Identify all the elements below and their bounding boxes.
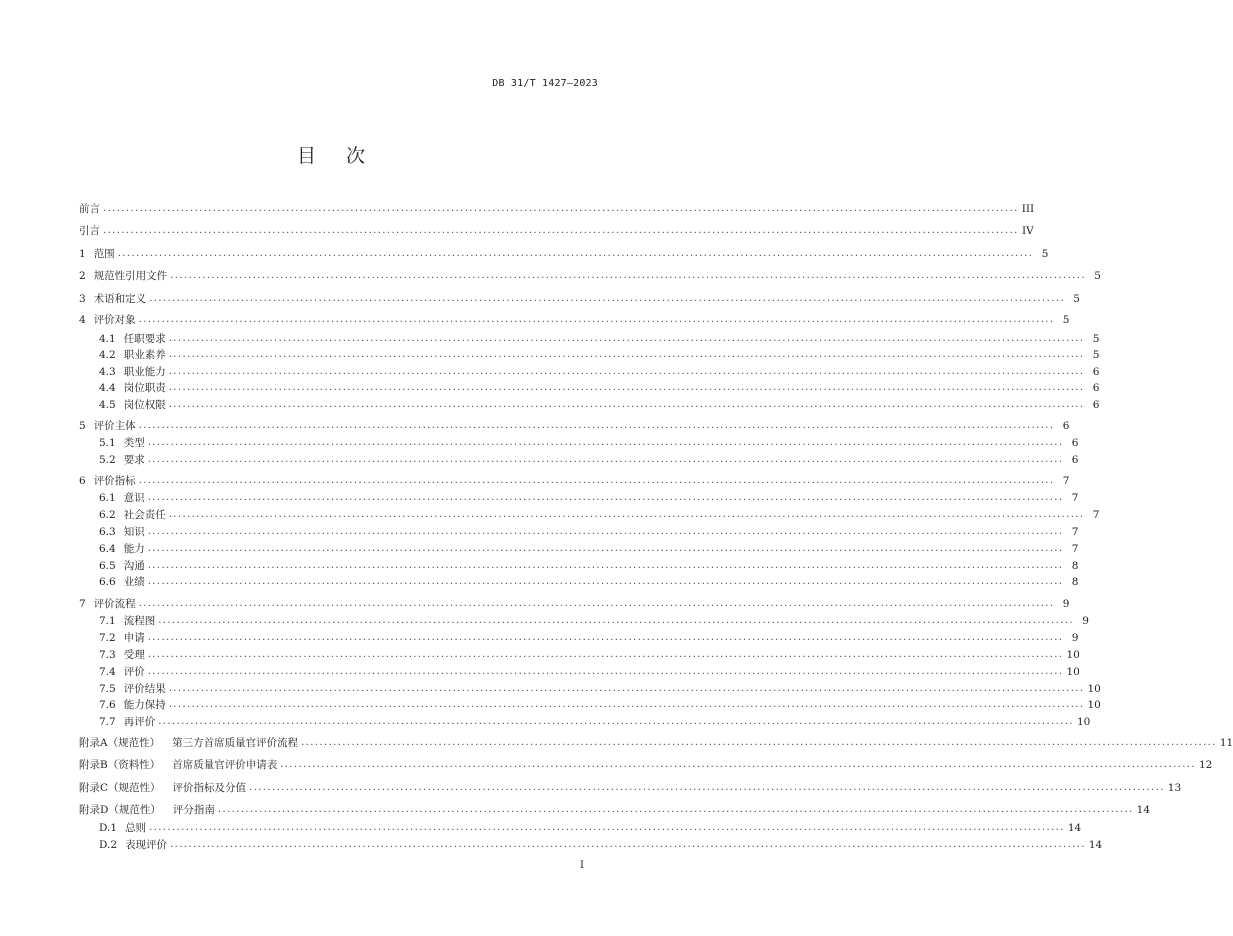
- toc-leader-dots: ........................................................................................................................................................................................................: [147, 543, 1064, 554]
- toc-entry-page: 7: [1071, 542, 1079, 555]
- toc-entry-page: 9: [1071, 631, 1079, 644]
- toc-subentry[interactable]: [89, 541, 1079, 556]
- toc-entry-label: 范围: [93, 248, 115, 260]
- toc-entry[interactable]: [79, 802, 1151, 817]
- toc-entry-number: 6: [79, 475, 86, 487]
- toc-entry-number: 7.3: [99, 649, 116, 661]
- toc-entry-page: 6: [1071, 453, 1079, 466]
- toc-entry-page: 5: [1092, 332, 1100, 345]
- toc-entry-label: 术语和定义: [93, 293, 147, 305]
- toc-entry-number: 5.1: [99, 437, 116, 449]
- toc-entry-number: 7.4: [99, 666, 116, 678]
- toc-entry-number: 2: [79, 270, 86, 282]
- toc-entry-title: [79, 291, 146, 306]
- toc-subentry[interactable]: [89, 697, 1101, 712]
- toc-entry-title: [79, 418, 136, 433]
- toc-entry-page: 6: [1071, 436, 1079, 449]
- toc-entry-number: 附录A（规范性）: [79, 737, 161, 749]
- toc-leader-dots: ........................................................................................................................................................................................................: [280, 759, 1196, 770]
- toc-entry-page: IV: [1022, 224, 1034, 237]
- toc-entry-label: 评价: [123, 666, 145, 678]
- toc-entry-page: 14: [1088, 838, 1103, 851]
- toc-subentry[interactable]: [89, 630, 1079, 645]
- toc-leader-dots: ........................................................................................................................................................................................................: [147, 632, 1064, 643]
- toc-entry-title: [99, 490, 145, 505]
- toc-entry-page: 7: [1071, 491, 1079, 504]
- toc-subentry[interactable]: [89, 397, 1100, 412]
- toc-subentry[interactable]: [89, 613, 1089, 628]
- toc-entry-title: [99, 331, 166, 346]
- toc-entry-title: [79, 223, 100, 238]
- toc-entry-page: 6: [1092, 398, 1100, 411]
- toc-leader-dots: ........................................................................................................................................................................................................: [138, 314, 1055, 325]
- toc-entry-number: 6.1: [99, 492, 116, 504]
- toc-entry-label: 再评价: [123, 716, 156, 728]
- toc-entry-title: [99, 681, 166, 696]
- toc-leader-dots: ........................................................................................................................................................................................................: [147, 649, 1064, 660]
- toc-entry-page: III: [1021, 202, 1035, 215]
- toc-entry-label: 前言: [79, 203, 100, 215]
- toc-entry-title: [99, 380, 166, 395]
- toc-entry-page: 5: [1094, 269, 1101, 282]
- toc-leader-dots: ........................................................................................................................................................................................................: [170, 270, 1086, 281]
- toc-entry-title: [99, 364, 166, 379]
- toc-entry-number: D.2: [99, 839, 118, 851]
- toc-entry-label: 任职要求: [123, 333, 166, 345]
- toc-entry[interactable]: [79, 473, 1070, 488]
- toc-entry-page: 5: [1073, 292, 1080, 305]
- toc-subentry[interactable]: [89, 558, 1079, 573]
- toc-entry-label: 知识: [123, 526, 145, 538]
- toc-entry-label: 受理: [123, 649, 145, 661]
- toc-entry-title: [79, 246, 115, 261]
- toc-entry-page: 14: [1136, 803, 1151, 816]
- toc-entry-page: 6: [1062, 419, 1070, 432]
- toc-leader-dots: ........................................................................................................................................................................................................: [158, 716, 1074, 727]
- toc-entry-page: 8: [1071, 559, 1079, 572]
- toc-leader-dots: ........................................................................................................................................................................................................: [168, 699, 1085, 710]
- toc-entry-page: 8: [1071, 575, 1079, 588]
- toc-entry[interactable]: [79, 312, 1070, 327]
- toc-entry-label: 职业素养: [123, 349, 166, 361]
- toc-leader-dots: ........................................................................................................................................................................................................: [168, 333, 1085, 344]
- toc-leader-dots: ........................................................................................................................................................................................................: [138, 598, 1055, 609]
- toc-entry-title: [79, 473, 136, 488]
- toc-entry-number: 4.1: [99, 333, 116, 345]
- toc-entry-label: 评分指南: [172, 804, 215, 816]
- toc-leader-dots: ........................................................................................................................................................................................................: [168, 683, 1085, 694]
- toc-entry-number: 7.7: [99, 716, 116, 728]
- toc-entry-title: [99, 630, 145, 645]
- toc-leader-dots: ........................................................................................................................................................................................................: [147, 576, 1064, 587]
- toc-entry-page: 7: [1071, 525, 1079, 538]
- toc-entry-number: 6.5: [99, 560, 116, 572]
- toc-entry-page: 9: [1062, 597, 1070, 610]
- toc-entry-page: 14: [1067, 821, 1082, 834]
- toc-entry[interactable]: [79, 291, 1080, 306]
- toc-leader-dots: ........................................................................................................................................................................................................: [168, 349, 1085, 360]
- toc-entry-label: 岗位职责: [123, 382, 166, 394]
- toc-entry-number: 4: [79, 314, 86, 326]
- document-number: DB 31/T 1427—2023: [492, 78, 598, 89]
- toc-entry-number: 7.1: [99, 615, 116, 627]
- toc-entry-number: 4.5: [99, 399, 116, 411]
- toc-entry[interactable]: [79, 418, 1070, 433]
- toc-entry[interactable]: [79, 268, 1101, 283]
- toc-leader-dots: ........................................................................................................................................................................................................: [168, 399, 1085, 410]
- toc-leader-dots: ........................................................................................................................................................................................................: [168, 382, 1085, 393]
- toc-entry-title: [99, 435, 145, 450]
- toc-entry-title: [79, 735, 298, 750]
- toc-subentry[interactable]: [89, 837, 1103, 852]
- toc-entry-number: 7.2: [99, 632, 116, 644]
- toc-entry-title: [99, 837, 167, 852]
- toc-subentry[interactable]: [89, 435, 1079, 450]
- toc-subentry[interactable]: [89, 574, 1079, 589]
- toc-entry-label: 规范性引用文件: [93, 270, 168, 282]
- toc-entry-label: 引言: [79, 225, 100, 237]
- toc-entry-label: 社会责任: [123, 509, 166, 521]
- toc-leader-dots: ........................................................................................................................................................................................................: [149, 822, 1065, 833]
- toc-entry[interactable]: [79, 223, 1034, 238]
- toc-entry-title: [99, 452, 145, 467]
- toc-entry[interactable]: [79, 780, 1182, 795]
- toc-entry-page: 10: [1066, 648, 1080, 661]
- toc-entry-title: [99, 524, 145, 539]
- toc-entry-label: 首席质量官评价申请表: [172, 759, 278, 771]
- toc-entry-number: 7.5: [99, 683, 116, 695]
- toc-entry-label: 业绩: [123, 576, 145, 588]
- page-title: [0, 141, 662, 168]
- toc-entry-title: [99, 507, 166, 522]
- toc-subentry[interactable]: [89, 714, 1091, 729]
- toc-entry-label: 表现评价: [125, 839, 168, 851]
- toc-entry-page: 5: [1092, 348, 1100, 361]
- toc-leader-dots: ........................................................................................................................................................................................................: [138, 475, 1055, 486]
- toc-entry-page: 11: [1219, 736, 1233, 749]
- toc-entry-number: 3: [79, 293, 86, 305]
- toc-entry-number: 1: [79, 248, 86, 260]
- toc-entry-label: 流程图: [123, 615, 156, 627]
- toc-entry-number: 5: [79, 420, 86, 432]
- toc-subentry[interactable]: [89, 331, 1100, 346]
- toc-entry-number: 7.6: [99, 699, 116, 711]
- toc-entry-number: D.1: [99, 822, 118, 834]
- toc-entry-page: 6: [1092, 365, 1100, 378]
- toc-leader-dots: ........................................................................................................................................................................................................: [103, 203, 1019, 214]
- toc-entry-page: 10: [1087, 682, 1101, 695]
- toc-entry-label: 评价结果: [123, 683, 166, 695]
- toc-entry[interactable]: [79, 757, 1213, 772]
- toc-leader-dots: ........................................................................................................................................................................................................: [149, 293, 1065, 304]
- toc-entry-number: 6.2: [99, 509, 116, 521]
- toc-entry-label: 评价主体: [93, 420, 136, 432]
- toc-entry-title: [79, 780, 246, 795]
- toc-entry-label: 意识: [123, 492, 145, 504]
- toc-entry-page: 10: [1087, 698, 1101, 711]
- toc-entry-title: [99, 697, 166, 712]
- toc-entry[interactable]: [79, 246, 1049, 261]
- toc-subentry[interactable]: [89, 524, 1079, 539]
- toc-entry-title: [79, 268, 167, 283]
- toc-entry-page: 6: [1092, 381, 1100, 394]
- toc-entry-page: 5: [1062, 313, 1070, 326]
- toc-entry-page: 10: [1066, 665, 1080, 678]
- toc-leader-dots: ........................................................................................................................................................................................................: [301, 737, 1217, 748]
- toc-entry-label: 评价对象: [93, 314, 136, 326]
- toc-leader-dots: ........................................................................................................................................................................................................: [147, 454, 1064, 465]
- toc-subentry[interactable]: [89, 490, 1079, 505]
- toc-subentry[interactable]: [89, 347, 1100, 362]
- toc-entry-label: 评价指标及分值: [172, 782, 247, 794]
- toc-leader-dots: ........................................................................................................................................................................................................: [168, 509, 1085, 520]
- toc-entry-label: 第三方首席质量官评价流程: [172, 737, 299, 749]
- toc-entry-title: [99, 820, 146, 835]
- toc-subentry[interactable]: [89, 452, 1079, 467]
- toc-entry[interactable]: [79, 735, 1233, 750]
- toc-leader-dots: ........................................................................................................................................................................................................: [147, 437, 1064, 448]
- title-char-right: 次: [346, 145, 366, 167]
- toc-entry-title: [99, 574, 145, 589]
- toc-subentry[interactable]: [89, 647, 1080, 662]
- toc-entry-label: 岗位权限: [123, 399, 166, 411]
- toc-entry-label: 要求: [123, 454, 145, 466]
- toc-entry-number: 4.3: [99, 366, 116, 378]
- toc-entry-page: 9: [1082, 614, 1089, 627]
- toc-entry-title: [79, 757, 277, 772]
- toc-entry-number: 附录B（资料性）: [79, 759, 161, 771]
- toc-entry-label: 能力: [123, 543, 145, 555]
- toc-entry-number: 7: [79, 598, 86, 610]
- toc-leader-dots: ........................................................................................................................................................................................................: [217, 804, 1134, 815]
- toc-entry-title: [99, 647, 145, 662]
- toc-entry-page: 7: [1062, 474, 1070, 487]
- toc-entry-page: 10: [1076, 715, 1091, 728]
- toc-entry-title: [99, 558, 145, 573]
- toc-entry-title: [79, 802, 215, 817]
- toc-entry-label: 评价流程: [93, 598, 136, 610]
- toc-leader-dots: ........................................................................................................................................................................................................: [147, 666, 1064, 677]
- toc-entry-label: 类型: [123, 437, 145, 449]
- toc-entry-number: 6.6: [99, 576, 116, 588]
- toc-entry-label: 沟通: [123, 560, 145, 572]
- toc-entry-title: [79, 201, 100, 216]
- toc-subentry[interactable]: [89, 664, 1080, 679]
- toc-entry-page: 12: [1198, 758, 1213, 771]
- toc-entry-title: [99, 541, 145, 556]
- toc-entry[interactable]: [79, 201, 1035, 216]
- toc-leader-dots: ........................................................................................................................................................................................................: [103, 225, 1019, 236]
- toc-entry-label: 能力保持: [123, 699, 166, 711]
- toc-leader-dots: ........................................................................................................................................................................................................: [147, 526, 1064, 537]
- toc-entry-page: 5: [1041, 247, 1049, 260]
- toc-entry[interactable]: [79, 596, 1070, 611]
- toc-entry-number: 附录D（规范性）: [79, 804, 161, 816]
- toc-entry-label: 申请: [123, 632, 145, 644]
- toc-leader-dots: ........................................................................................................................................................................................................: [147, 560, 1064, 571]
- toc-subentry[interactable]: [89, 507, 1100, 522]
- toc-entry-label: 职业能力: [123, 366, 166, 378]
- toc-entry-label: 评价指标: [93, 475, 136, 487]
- toc-leader-dots: ........................................................................................................................................................................................................: [168, 366, 1085, 377]
- toc-entry-title: [99, 613, 155, 628]
- toc-leader-dots: ........................................................................................................................................................................................................: [249, 782, 1165, 793]
- toc-entry-label: 总则: [125, 822, 147, 834]
- toc-leader-dots: ........................................................................................................................................................................................................: [170, 839, 1086, 850]
- toc-entry-number: 附录C（规范性）: [79, 782, 161, 794]
- toc-leader-dots: ........................................................................................................................................................................................................: [138, 420, 1055, 431]
- toc-leader-dots: ........................................................................................................................................................................................................: [158, 615, 1074, 626]
- toc-leader-dots: ........................................................................................................................................................................................................: [117, 248, 1034, 259]
- toc-leader-dots: ........................................................................................................................................................................................................: [147, 492, 1064, 503]
- toc-subentry[interactable]: [89, 820, 1082, 835]
- toc-entry-title: [99, 347, 166, 362]
- toc-subentry[interactable]: [89, 681, 1101, 696]
- title-char-left: 目: [296, 145, 316, 167]
- toc-entry-number: 4.2: [99, 349, 116, 361]
- toc-entry-number: 6.3: [99, 526, 116, 538]
- toc-entry-title: [99, 664, 145, 679]
- toc-entry-title: [99, 714, 155, 729]
- toc-entry-page: 13: [1167, 781, 1182, 794]
- toc-subentry[interactable]: [89, 364, 1100, 379]
- toc-entry-number: 5.2: [99, 454, 116, 466]
- toc-entry-number: 6.4: [99, 543, 116, 555]
- page-number: I: [580, 860, 584, 871]
- toc-entry-title: [99, 397, 166, 412]
- toc-entry-title: [79, 312, 136, 327]
- toc-entry-page: 7: [1092, 508, 1100, 521]
- toc-subentry[interactable]: [89, 380, 1100, 395]
- toc-entry-title: [79, 596, 136, 611]
- toc-entry-number: 4.4: [99, 382, 116, 394]
